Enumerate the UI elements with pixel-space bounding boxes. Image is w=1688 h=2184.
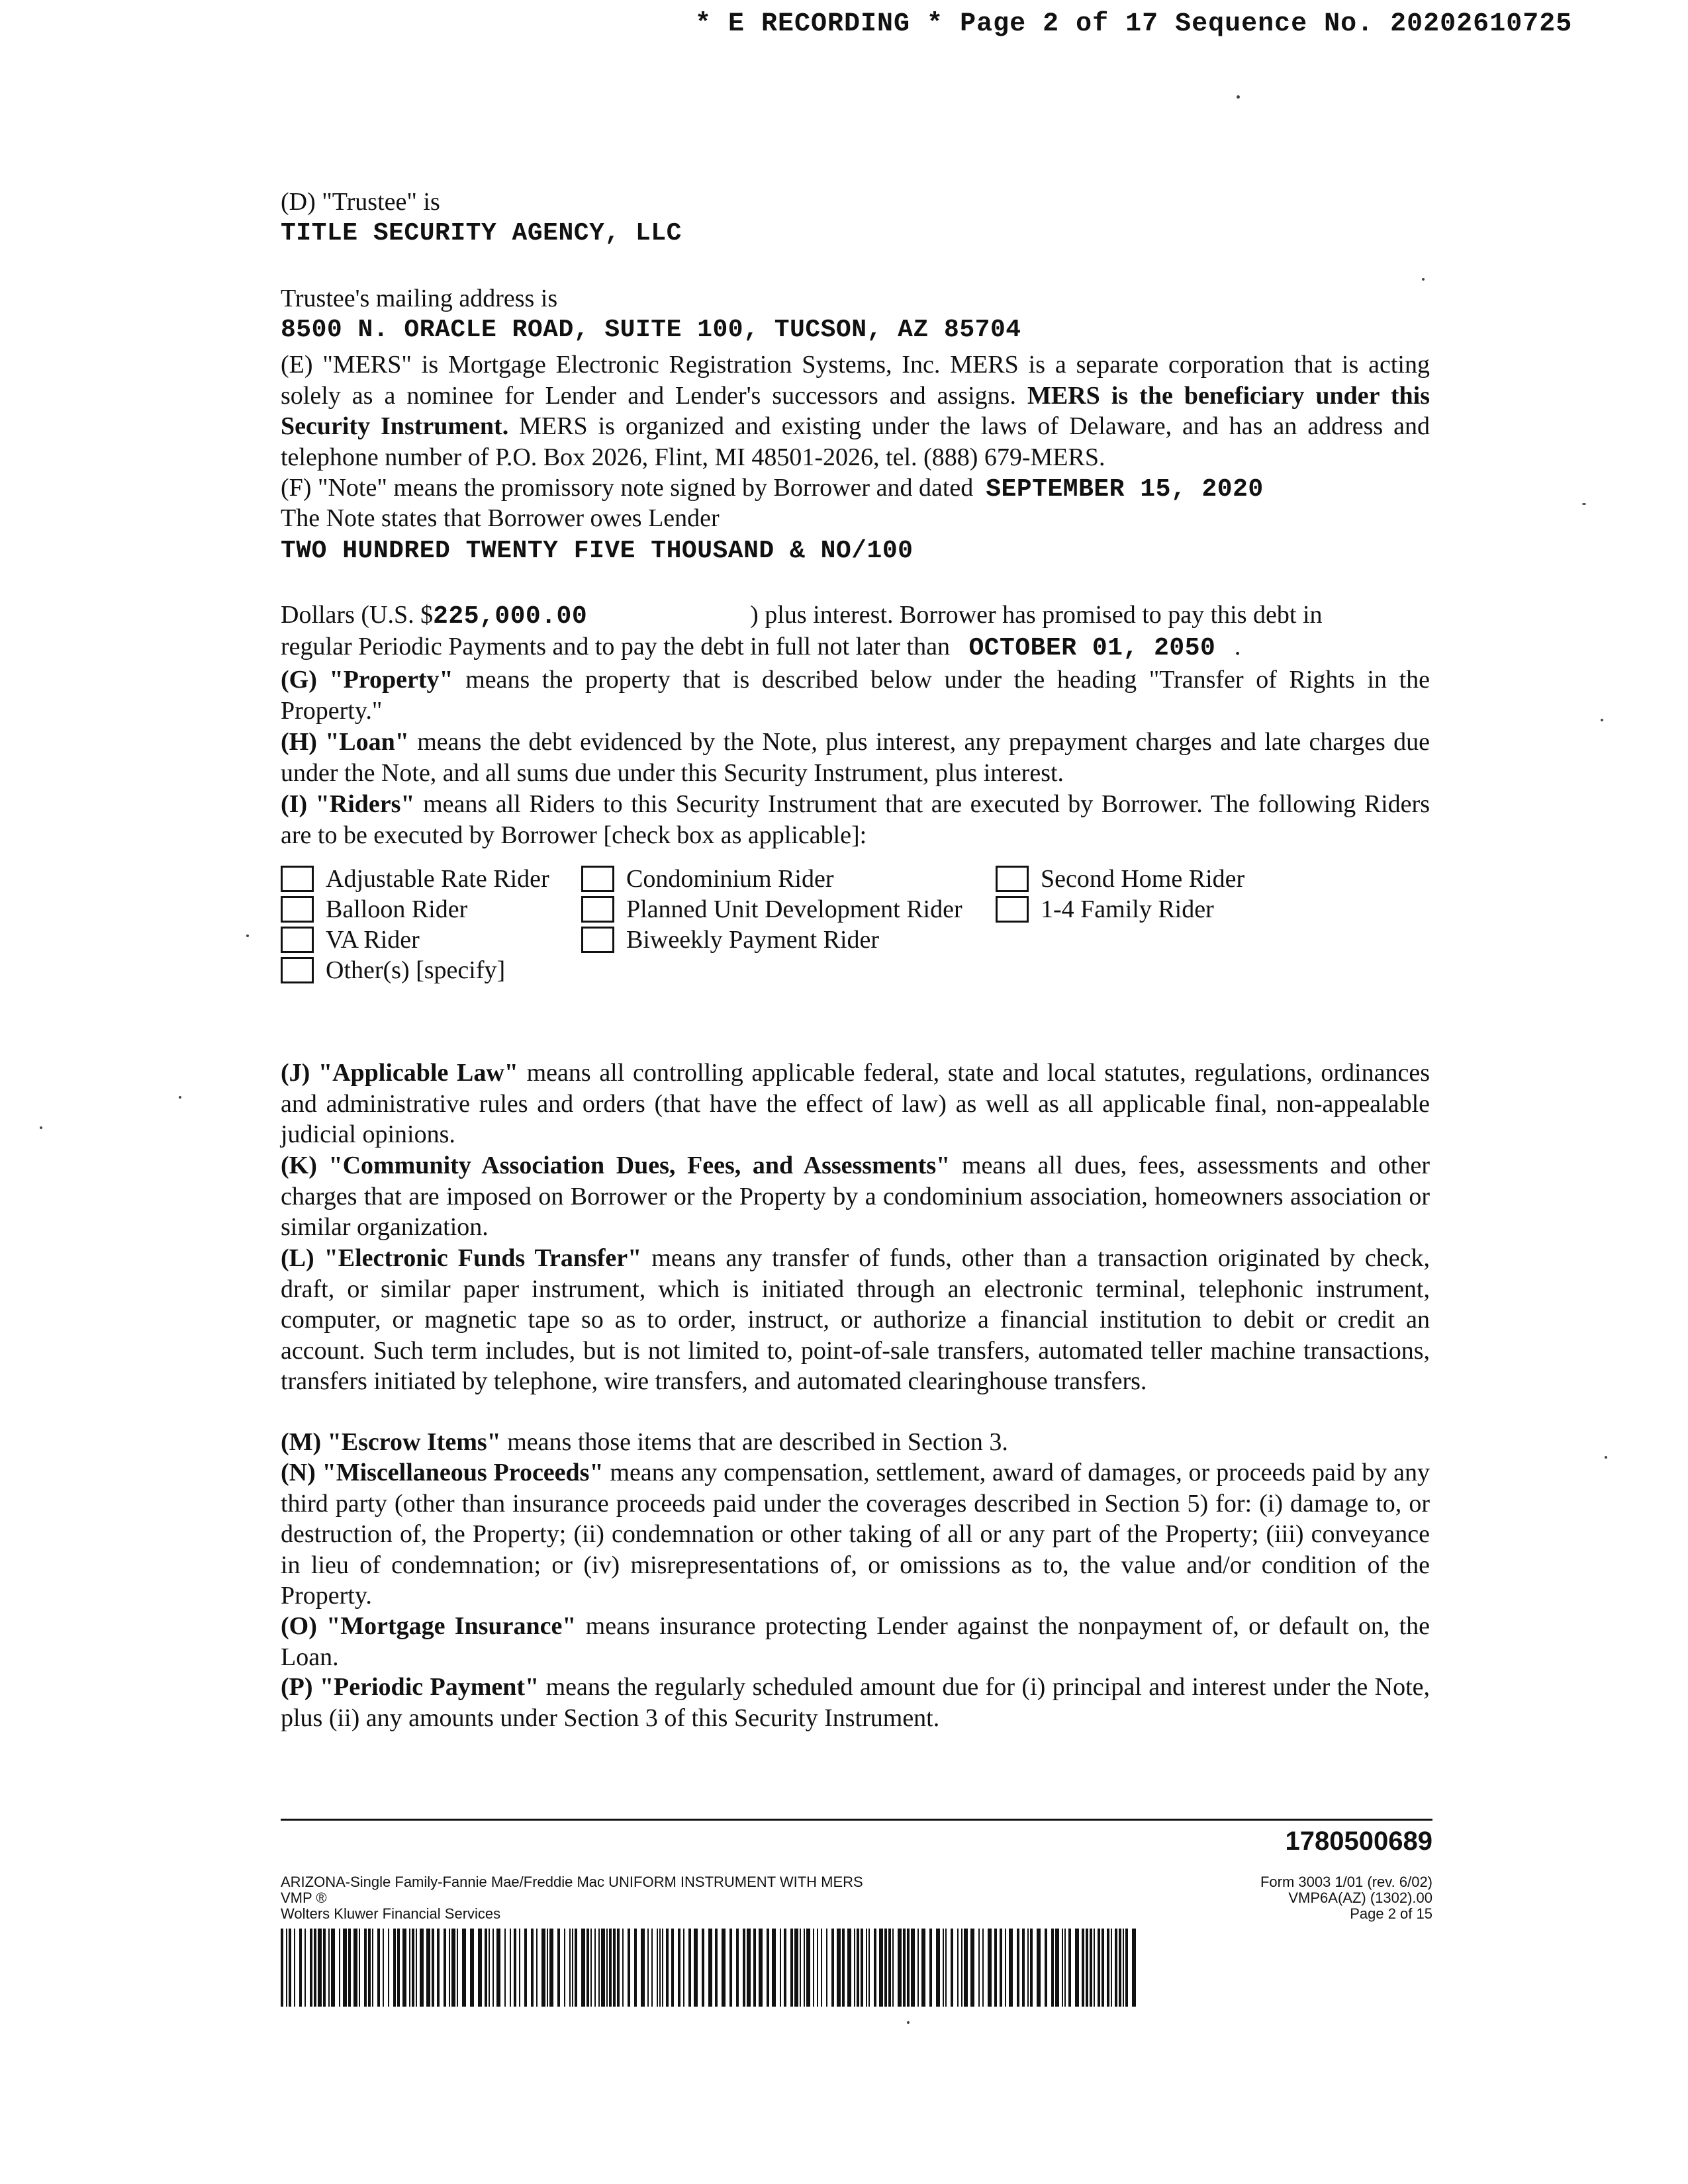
barcode-bar [485,1929,487,2007]
rider-1-4-family[interactable]: 1-4 Family Rider [996,895,1214,924]
barcode-bar [647,1929,649,2007]
barcode-bar [343,1929,347,2007]
barcode-bar [286,1929,287,2007]
barcode-bar [541,1929,545,2007]
rider-balloon[interactable]: Balloon Rider [281,895,467,924]
scan-speck [179,1096,181,1099]
barcode-bar [1037,1929,1041,2007]
form-title: ARIZONA-Single Family-Fannie Mae/Freddie Mac UNIFORM INSTRUMENT WITH MERS [281,1874,863,1890]
barcode-bar [1086,1929,1088,2007]
barcode-bar [813,1929,814,2007]
note-maturity-line: regular Periodic Payments and to pay the debt in full not later than OCTOBER 01, 2050 . [281,633,1241,662]
barcode-bar [879,1929,883,2007]
barcode-bar [936,1929,940,2007]
barcode-bar [821,1929,822,2007]
barcode [281,1929,1141,2007]
barcode-bar [426,1929,430,2007]
barcode-bar [1030,1929,1033,2007]
barcode-bar [519,1929,520,2007]
barcode-bar [826,1929,827,2007]
barcode-bar [609,1929,612,2007]
barcode-bar [907,1929,910,2007]
barcode-bar [305,1929,306,2007]
barcode-bar [957,1929,959,2007]
barcode-bar [964,1929,968,2007]
barcode-bar [299,1929,302,2007]
rider-biweekly-payment[interactable]: Biweekly Payment Rider [581,925,879,954]
barcode-bar [868,1929,870,2007]
barcode-bar [854,1929,855,2007]
barcode-bar [943,1929,944,2007]
barcode-bar [666,1929,669,2007]
barcode-bar [1055,1929,1059,2007]
barcode-bar [1000,1929,1002,2007]
barcode-bar [281,1929,283,2007]
barcode-bar [671,1929,674,2007]
scan-speck [246,934,249,937]
barcode-bar [1051,1929,1054,2007]
definition-community-association-dues: (K) "Community Association Dues, Fees, and Assessments" means all dues, fees, assessments and other charges that are imposed on Borrower or the Property by a condominium association, homeowners association or similar organization. [281,1152,1430,1241]
checkbox[interactable] [581,927,614,953]
barcode-bar [601,1929,605,2007]
note-date: SEPTEMBER 15, 2020 [986,475,1264,504]
barcode-bar [489,1929,490,2007]
barcode-bar [874,1929,876,2007]
barcode-bar [1132,1929,1136,2007]
barcode-bar [1009,1929,1013,2007]
rider-other[interactable]: Other(s) [specify] [281,956,505,985]
definition-periodic-payment: (P) "Periodic Payment" means the regularly scheduled amount due for (i) principal and interest under the Note, plus (ii) any amounts under Section 3 of this Security Instrument. [281,1673,1430,1732]
barcode-bar [1082,1929,1084,2007]
barcode-bar [921,1929,925,2007]
barcode-bar [581,1929,585,2007]
barcode-bar [393,1929,396,2007]
barcode-bar [842,1929,845,2007]
barcode-bar [598,1929,600,2007]
vmp-code: VMP6A(AZ) (1302).00 [1288,1889,1432,1906]
barcode-bar [1098,1929,1100,2007]
barcode-bar [416,1929,417,2007]
barcode-bar [790,1929,793,2007]
scan-speck [1601,719,1603,721]
barcode-bar [694,1929,698,2007]
rider-va[interactable]: VA Rider [281,925,420,954]
barcode-bar [804,1929,805,2007]
barcode-bar [683,1929,684,2007]
barcode-bar [359,1929,360,2007]
barcode-bar [397,1929,400,2007]
barcode-bar [1064,1929,1066,2007]
definition-applicable-law: (J) "Applicable Law" means all controlling applicable federal, state and local statutes, regulations, ordinances and administrative rules and orders (that have the effect of law) as well as all applicable final, non-appealable judicial opinions. [281,1059,1430,1148]
trustee-address: 8500 N. ORACLE ROAD, SUITE 100, TUCSON, AZ 85704 [281,316,1021,344]
barcode-bar [1119,1929,1121,2007]
barcode-bar [348,1929,351,2007]
barcode-bar [1027,1929,1029,2007]
rider-condominium[interactable]: Condominium Rider [581,864,834,893]
barcode-bar [328,1929,330,2007]
barcode-bar [743,1929,745,2007]
barcode-bar [951,1929,953,2007]
barcode-bar [478,1929,482,2007]
barcode-bar [586,1929,589,2007]
vmp-mark: VMP ® [281,1889,327,1906]
barcode-bar [729,1929,732,2007]
note-dollars-line: Dollars (U.S. $225,000.00 ) plus interest. Borrower has promised to pay this debt in [281,601,1323,631]
riders-definition: (I) "Riders" means all Riders to this Security Instrument that are executed by Borrower. The following Riders are to be executed by Borrower [check box as applicable]: [281,790,1430,849]
barcode-bar [432,1929,434,2007]
barcode-bar [903,1929,906,2007]
barcode-bar [1045,1929,1047,2007]
barcode-bar [289,1929,291,2007]
barcode-bar [331,1929,335,2007]
definition-electronic-funds-transfer: (L) "Electronic Funds Transfer" means any transfer of funds, other than a transaction originated by check, draft, or similar paper instrument, which is initiated through an electronic terminal, telephonic instrument, computer, or magnetic tape so as to order, instruct, or authorize a financial institution to debit or credit an account. Such term includes, but is not limited to, point-of-sale transfers, automated teller machine transactions, transfers initiated by telephone, wire transfers, and automated clearinghouse transfers. [281,1244,1430,1395]
barcode-bar [800,1929,801,2007]
rider-planned-unit-development[interactable]: Planned Unit Development Rider [581,895,962,924]
scan-speck [1605,1456,1607,1459]
barcode-bar [715,1929,718,2007]
barcode-bar [531,1929,534,2007]
barcode-bar [898,1929,902,2007]
barcode-bar [569,1929,571,2007]
trustee-label: (D) "Trustee" is [281,188,440,216]
barcode-bar [659,1929,661,2007]
barcode-bar [702,1929,704,2007]
barcode-bar [1022,1929,1025,2007]
barcode-bar [917,1929,919,2007]
barcode-bar [1005,1929,1006,2007]
definition-escrow-items: (M) "Escrow Items" means those items that are described in Section 3. [281,1428,1008,1456]
barcode-bar [510,1929,511,2007]
barcode-bar [888,1929,891,2007]
barcode-bar [806,1929,810,2007]
barcode-bar [657,1929,658,2007]
barcode-bar [564,1929,565,2007]
barcode-bar [388,1929,389,2007]
note-definition: (F) "Note" means the promissory note signed by Borrower and dated SEPTEMBER 15, 2020 [281,474,1264,504]
barcode-bar [323,1929,326,2007]
barcode-bar [847,1929,851,2007]
barcode-bar [651,1929,653,2007]
barcode-bar [372,1929,373,2007]
barcode-bar [547,1929,548,2007]
barcode-bar [368,1929,371,2007]
barcode-bar [444,1929,446,2007]
definition-miscellaneous-proceeds: (N) "Miscellaneous Proceeds" means any compensation, settlement, award of damages, or proceeds paid by any third party (other than insurance proceeds paid under the coverages described in Section 5) for: (i) damage to, or destruction of, the Property; (ii) condemnation or other taking of all or any part of the Property; (iii) conveyance in lieu of condemnation; or (iv) misrepresentations of, or omissions as to, the value and/or condition of the Property. [281,1459,1430,1610]
barcode-bar [470,1929,474,2007]
checkbox[interactable] [996,866,1029,892]
barcode-bar [402,1929,406,2007]
barcode-bar [753,1929,756,2007]
barcode-bar [613,1929,616,2007]
barcode-bar [911,1929,915,2007]
trustee-address-label: Trustee's mailing address is [281,285,558,312]
note-amount-words: TWO HUNDRED TWENTY FIVE THOUSAND & NO/100 [281,537,914,565]
barcode-bar [1125,1929,1128,2007]
barcode-bar [524,1929,527,2007]
page-number: Page 2 of 15 [1350,1905,1432,1922]
publisher: Wolters Kluwer Financial Services [281,1905,501,1922]
barcode-bar [1094,1929,1095,2007]
barcode-bar [514,1929,516,2007]
checkbox[interactable] [281,927,314,953]
barcode-bar [294,1929,295,2007]
barcode-bar [747,1929,751,2007]
barcode-bar [884,1929,887,2007]
scan-speck [1422,278,1425,281]
barcode-bar [1123,1929,1124,2007]
rider-adjustable-rate[interactable]: Adjustable Rate Rider [281,864,549,893]
barcode-bar [622,1929,624,2007]
barcode-bar [492,1929,494,2007]
barcode-bar [1111,1929,1112,2007]
barcode-bar [759,1929,763,2007]
barcode-bar [606,1929,608,2007]
scan-speck [1582,503,1586,505]
form-number: Form 3003 1/01 (rev. 6/02) [1260,1874,1432,1890]
barcode-bar [383,1929,384,2007]
barcode-bar [457,1929,458,2007]
checkbox[interactable] [281,957,314,983]
barcode-bar [866,1929,867,2007]
barcode-bar [314,1929,316,2007]
recording-header: * E RECORDING * Page 2 of 17 Sequence No. 20202610725 [695,9,1573,39]
note-maturity-date: OCTOBER 01, 2050 [968,634,1216,662]
definition-mortgage-insurance: (O) "Mortgage Insurance" means insurance protecting Lender against the nonpayment of, or default on, the Loan. [281,1612,1430,1671]
barcode-bar [318,1929,322,2007]
barcode-bar [634,1929,637,2007]
barcode-bar [1075,1929,1079,2007]
barcode-bar [857,1929,859,2007]
checkbox[interactable] [581,896,614,923]
barcode-bar [772,1929,776,2007]
barcode-bar [1115,1929,1117,2007]
rider-second-home[interactable]: Second Home Rider [996,864,1244,893]
barcode-bar [353,1929,357,2007]
barcode-bar [1090,1929,1092,2007]
barcode-bar [794,1929,798,2007]
barcode-bar [1107,1929,1109,2007]
barcode-bar [929,1929,932,2007]
barcode-bar [767,1929,769,2007]
barcode-bar [536,1929,538,2007]
barcode-bar [437,1929,440,2007]
barcode-bar [831,1929,834,2007]
barcode-bar [970,1929,974,2007]
barcode-bar [496,1929,500,2007]
barcode-bar [420,1929,424,2007]
barcode-bar [780,1929,781,2007]
barcode-bar [988,1929,992,2007]
barcode-bar [945,1929,947,2007]
note-amount: 225,000.00 [433,602,588,631]
barcode-bar [1062,1929,1063,2007]
barcode-bar [817,1929,818,2007]
loan-number: 1780500689 [1285,1827,1432,1856]
barcode-bar [557,1929,560,2007]
scan-speck [40,1126,42,1129]
barcode-bar [994,1929,997,2007]
barcode-bar [662,1929,663,2007]
barcode-bar [364,1929,367,2007]
scan-speck [1237,95,1240,99]
barcode-bar [837,1929,841,2007]
barcode-bar [722,1929,726,2007]
barcode-bar [504,1929,506,2007]
barcode-bar [982,1929,984,2007]
barcode-bar [961,1929,962,2007]
barcode-bar [892,1929,894,2007]
barcode-bar [451,1929,455,2007]
scan-speck [907,2021,910,2024]
footer-rule [281,1819,1432,1821]
property-definition: (G) "Property" means the property that is described below under the heading "Transfer of Rights in the Property." [281,666,1430,725]
barcode-bar [708,1929,712,2007]
checkbox[interactable] [996,896,1029,923]
barcode-bar [449,1929,450,2007]
barcode-bar [339,1929,340,2007]
barcode-bar [310,1929,312,2007]
loan-definition: (H) "Loan" means the debt evidenced by the Note, plus interest, any prepayment charges and late charges due under the Note, and all sums due under this Security Instrument, plus interest. [281,728,1430,787]
barcode-bar [688,1929,691,2007]
barcode-bar [861,1929,863,2007]
barcode-bar [678,1929,680,2007]
checkbox[interactable] [281,866,314,892]
barcode-bar [594,1929,596,2007]
barcode-bar [462,1929,466,2007]
barcode-bar [617,1929,620,2007]
barcode-bar [1068,1929,1071,2007]
barcode-bar [641,1929,645,2007]
note-owes-label: The Note states that Borrower owes Lender [281,504,720,532]
trustee-name: TITLE SECURITY AGENCY, LLC [281,219,682,248]
barcode-bar [572,1929,573,2007]
barcode-bar [412,1929,414,2007]
barcode-bar [628,1929,630,2007]
mers-definition: (E) "MERS" is Mortgage Electronic Registration Systems, Inc. MERS is a separate corporation that is acting solely as a nominee for Lender and Lender's successors and assigns. MERS is the beneficiary under this Security Instrument. MERS is organized and existing under the laws of Delaware, and has an address and telephone number of P.O. Box 2026, Flint, MI 48501-2026, tel. (888) 679-MERS. [281,351,1430,471]
barcode-bar [377,1929,380,2007]
checkbox[interactable] [281,896,314,923]
barcode-bar [978,1929,980,2007]
barcode-bar [784,1929,786,2007]
barcode-bar [736,1929,739,2007]
barcode-bar [590,1929,592,2007]
barcode-bar [409,1929,410,2007]
checkbox[interactable] [581,866,614,892]
barcode-bar [1102,1929,1104,2007]
barcode-bar [1017,1929,1019,2007]
barcode-bar [549,1929,553,2007]
barcode-bar [575,1929,577,2007]
